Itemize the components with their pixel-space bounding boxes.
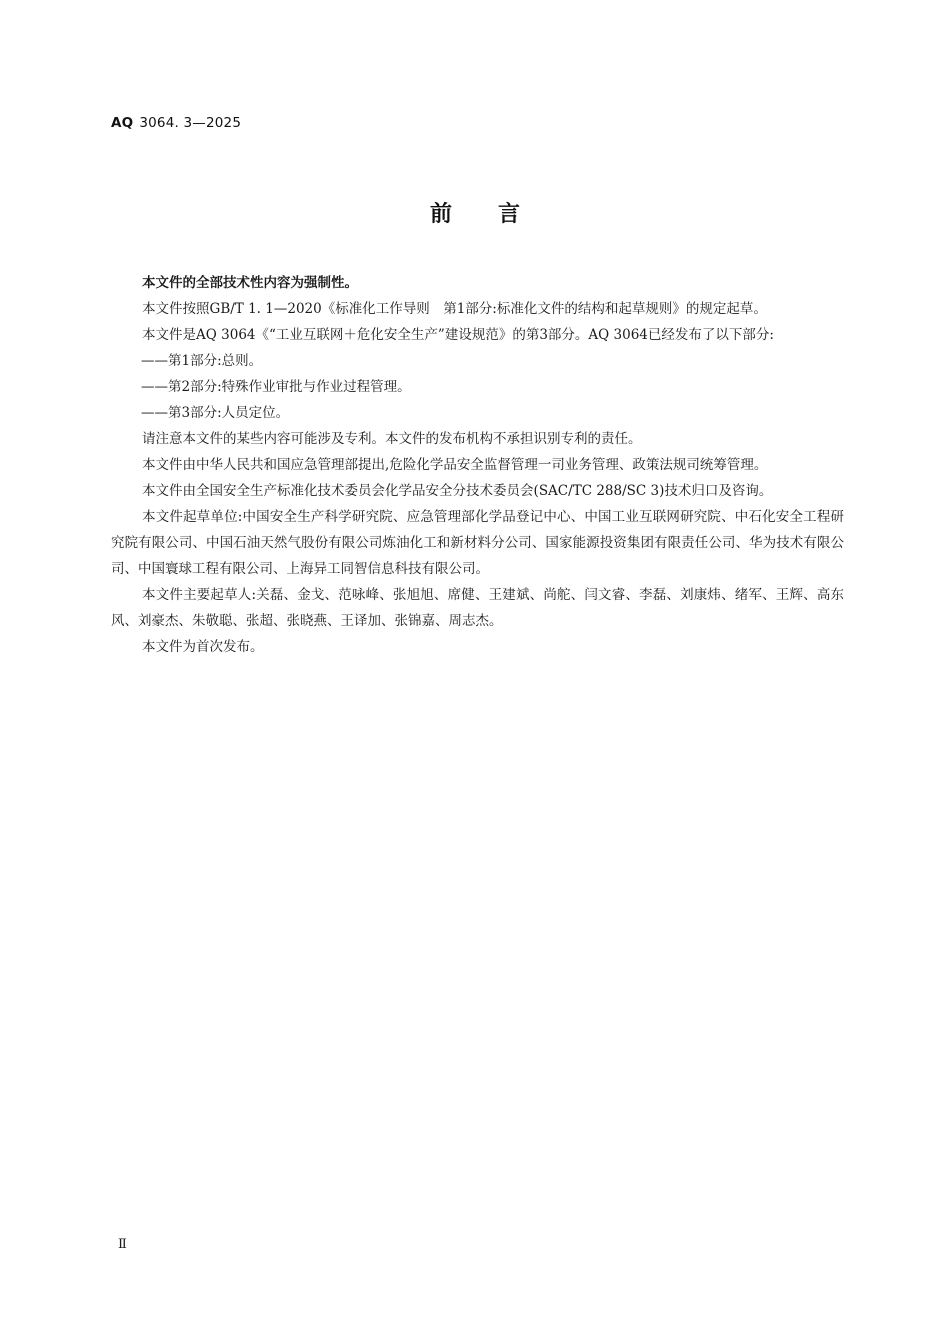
committee-paragraph: 本文件由全国安全生产标准化技术委员会化学品安全分技术委员会(SAC/TC 288/SC 3)技术归口及咨询。 — [142, 483, 773, 499]
drafting-units-paragraph: 本文件起草单位:中国安全生产科学研究院、应急管理部化学品登记中心、中国工业互联网研究院、中石化安全工程研究院有限公司、中国石油天然气股份有限公司炼油化工和新材料分公司、国家能源投资集团有限责任公司、华为技术有限公司、中国寰球工程有限公司、上海异工同智信息科技有限公司。 — [111, 509, 844, 577]
mandatory-statement: 本文件的全部技术性内容为强制性。 — [142, 275, 359, 291]
list-item: ——第2部分:特殊作业审批与作业过程管理。 — [141, 379, 411, 395]
drafters-paragraph: 本文件主要起草人:关磊、金戈、范咏峰、张旭旭、席健、王建斌、尚舵、闫文睿、李磊、刘康炜、绪军、王辉、高东风、刘豪杰、朱敬聪、张超、张晓燕、王译加、张锦嘉、周志杰。 — [111, 587, 844, 629]
standard-prefix: AQ — [111, 115, 134, 131]
patent-notice: 请注意本文件的某些内容可能涉及专利。本文件的发布机构不承担识别专利的责任。 — [142, 431, 642, 447]
list-item: ——第3部分:人员定位。 — [141, 405, 290, 421]
list-item: ——第1部分:总则。 — [141, 353, 263, 369]
series-paragraph: 本文件是AQ 3064《“工业互联网＋危化安全生产”建设规范》的第3部分。AQ 3064已经发布了以下部分: — [142, 327, 774, 343]
document-code — [111, 115, 241, 131]
drafting-rule-paragraph: 本文件按照GB/T 1. 1—2020《标准化工作导则 第1部分:标准化文件的结构和起草规则》的规定起草。 — [142, 301, 767, 317]
page-title: 前言 — [429, 202, 566, 227]
page-number: Ⅱ — [118, 1237, 127, 1252]
foreword-body — [111, 270, 844, 660]
first-release-paragraph: 本文件为首次发布。 — [142, 639, 264, 655]
proposer-paragraph: 本文件由中华人民共和国应急管理部提出,危险化学品安全监督管理一司业务管理、政策法规司统筹管理。 — [142, 457, 768, 473]
standard-number: 3064. 3—2025 — [139, 115, 242, 131]
